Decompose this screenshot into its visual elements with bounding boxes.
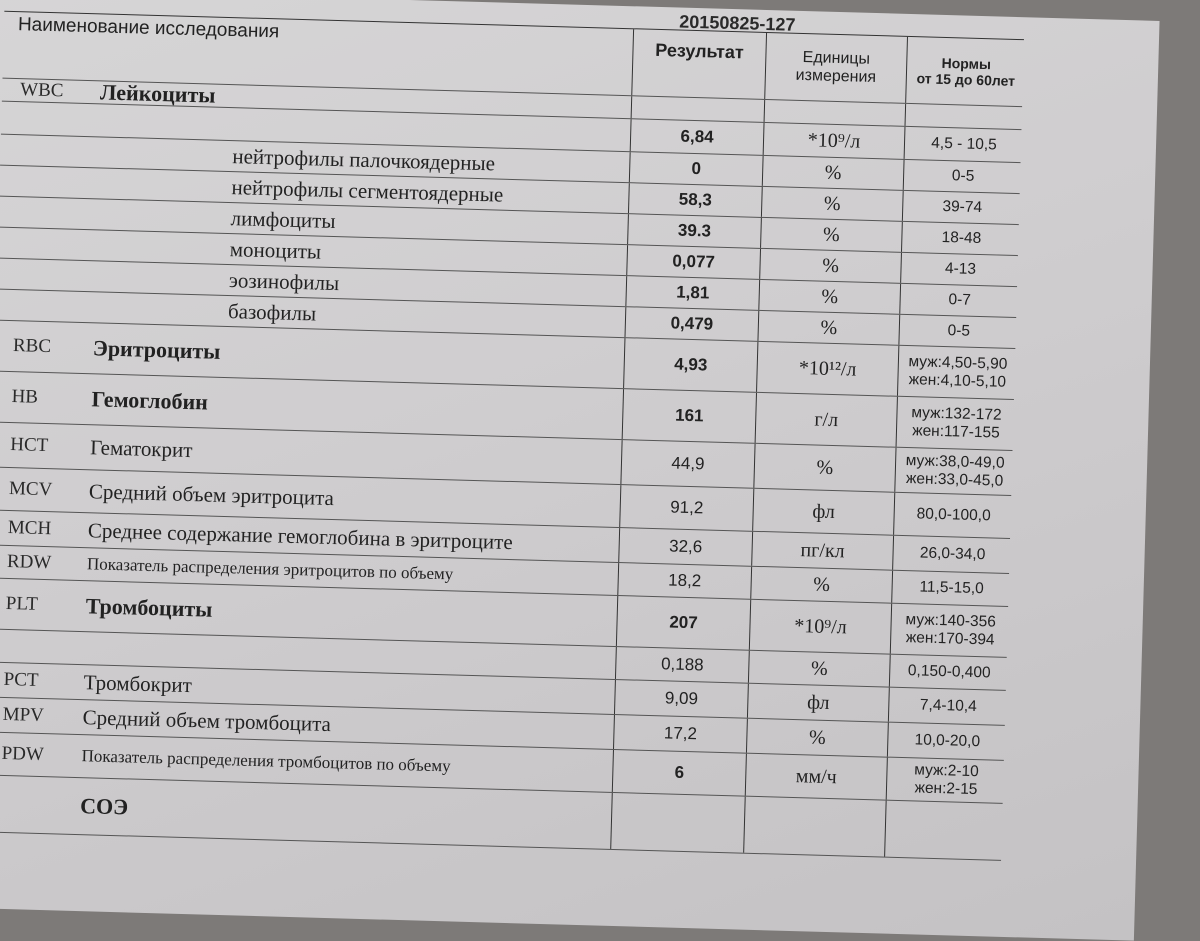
test-name: нейтрофилы палочкоядерные — [82, 137, 631, 182]
test-norm — [889, 688, 1008, 725]
test-unit: % — [761, 218, 903, 252]
test-norm-line: жен:33,0-45,0 — [905, 470, 1004, 490]
test-result: 1,81 — [626, 276, 760, 310]
test-name: лимфоциты — [80, 199, 629, 244]
test-code: HCT — [9, 434, 49, 457]
test-code: HB — [11, 386, 39, 408]
test-norm-line: 0-7 — [948, 291, 972, 309]
test-unit: % — [749, 651, 891, 687]
test-code: PCT — [3, 668, 39, 691]
test-code: MPV — [2, 703, 45, 727]
test-name: Тромбокрит — [67, 665, 616, 714]
test-result: 44,9 — [621, 440, 755, 488]
test-code — [0, 259, 79, 291]
test-unit: % — [759, 280, 901, 314]
test-result: 6,84 — [631, 119, 765, 155]
test-result: 17,2 — [614, 715, 748, 753]
test-code — [0, 197, 81, 229]
test-norm-line: 26,0-34,0 — [919, 544, 986, 564]
test-unit — [765, 100, 907, 126]
test-norm — [900, 284, 1019, 317]
test-unit: % — [747, 719, 889, 757]
test-result — [632, 96, 766, 122]
test-unit: пг/кл — [752, 532, 894, 570]
test-result: 4,93 — [624, 338, 758, 392]
test-norm-line: жен:4,10-5,10 — [908, 371, 1007, 391]
test-result: 0 — [630, 152, 764, 186]
header-units: Единицы измерения — [765, 33, 908, 103]
test-result: 0,077 — [627, 245, 761, 279]
test-unit: *10¹²/л — [757, 342, 899, 396]
test-result: 0,479 — [626, 307, 760, 341]
test-norm — [899, 315, 1018, 348]
test-code: PDW — [1, 742, 45, 766]
test-norm-line: 10,0-20,0 — [914, 731, 981, 751]
test-result: 207 — [617, 596, 751, 650]
test-norm-line: жен:2-15 — [914, 779, 978, 799]
test-name: Средний объем тромбоцита — [66, 700, 615, 749]
test-unit: мм/ч — [746, 754, 888, 800]
test-norm — [888, 723, 1007, 760]
test-norm — [902, 222, 1021, 255]
test-norm — [885, 801, 1005, 860]
test-unit: % — [762, 187, 904, 221]
test-norm-line: муж:4,50-5,90 — [908, 353, 1008, 374]
results-table — [0, 11, 1024, 861]
test-name: Среднее содержание гемоглобина в эритроците — [71, 513, 620, 562]
test-name: Гематокрит — [74, 425, 623, 484]
test-code: WBC — [19, 79, 64, 102]
test-code — [0, 135, 83, 167]
test-unit: *10⁹/л — [750, 600, 892, 654]
test-name: Лейкоциты — [84, 81, 632, 118]
test-norm-line: жен:170-394 — [905, 629, 995, 649]
test-norm-line: муж:132-172 — [911, 404, 1002, 424]
test-unit: % — [760, 249, 902, 283]
test-code — [0, 290, 79, 322]
header-norms — [906, 37, 1026, 106]
test-norm — [897, 397, 1016, 450]
test-name: Тромбоциты — [69, 581, 618, 646]
test-code — [0, 775, 65, 833]
test-result: 32,6 — [619, 528, 753, 566]
test-unit: фл — [748, 684, 890, 722]
test-result: 9,09 — [615, 680, 749, 718]
header-norms-age: от 15 до 60лет — [916, 70, 1016, 89]
test-norm-line: жен:117-155 — [911, 422, 1001, 442]
test-norm-line: 0-5 — [947, 322, 971, 340]
test-norm-line: муж:38,0-49,0 — [905, 452, 1005, 472]
test-unit: % — [758, 311, 900, 345]
test-result: 39.3 — [628, 214, 762, 248]
header-norms-title: Нормы — [941, 54, 992, 73]
test-unit: % — [754, 444, 896, 492]
test-norm-line: 7,4-10,4 — [919, 696, 977, 716]
test-norm-line: 80,0-100,0 — [916, 505, 991, 525]
test-result: 0,188 — [616, 647, 750, 683]
test-name: СОЭ — [63, 778, 612, 849]
test-unit: фл — [753, 489, 895, 535]
test-norm-line: муж:140-356 — [905, 611, 997, 631]
test-name: Показатель распределения тромбоцитов по объему — [65, 735, 614, 792]
test-result: 6 — [613, 750, 747, 796]
test-code — [1, 102, 84, 136]
test-result: 91,2 — [620, 485, 754, 531]
test-code: MCH — [7, 516, 52, 540]
test-name: Показатель распределения эритроцитов по объему — [71, 548, 620, 595]
test-unit: % — [763, 156, 905, 190]
test-norm-line: 11,5-15,0 — [919, 578, 985, 598]
test-result: 161 — [623, 389, 757, 443]
test-norm — [901, 253, 1020, 286]
test-unit: *10⁹/л — [764, 123, 906, 159]
test-norm — [895, 448, 1014, 495]
header-result: Результат — [632, 29, 767, 99]
test-result — [611, 793, 746, 853]
test-norm-line: муж:2-10 — [914, 761, 979, 781]
test-norm-line: 4,5 - 10,5 — [931, 134, 997, 154]
test-result: 58,3 — [629, 183, 763, 217]
test-name: моноциты — [79, 230, 628, 275]
header-name: Наименование исследования — [3, 12, 635, 96]
test-norm — [893, 536, 1012, 573]
test-code — [0, 629, 69, 663]
test-norm — [898, 346, 1017, 399]
test-code: RBC — [12, 335, 52, 358]
test-name: Эритроциты — [76, 323, 625, 388]
test-norm-line: 4-13 — [944, 260, 977, 279]
test-norm-line: 18-48 — [941, 229, 982, 248]
test-result: 18,2 — [618, 563, 752, 599]
test-norm — [903, 191, 1022, 224]
test-norm — [894, 493, 1013, 538]
document-number: 20150825-127 — [679, 11, 796, 35]
test-norm — [905, 127, 1024, 162]
test-name: Гемоглобин — [75, 374, 624, 439]
test-code — [0, 166, 82, 198]
test-name: базофилы — [78, 292, 627, 337]
test-norm-line: 0-5 — [951, 167, 975, 185]
test-norm — [891, 604, 1010, 657]
test-name: эозинофилы — [79, 261, 628, 306]
test-unit: г/л — [756, 393, 898, 447]
test-code: RDW — [6, 550, 52, 574]
test-code: MCV — [8, 478, 53, 501]
test-norm — [906, 104, 1025, 129]
test-norm — [887, 758, 1006, 803]
test-norm — [904, 160, 1023, 193]
test-unit — [744, 797, 887, 857]
test-code: PLT — [5, 592, 39, 615]
test-name: Средний объем эритроцита — [72, 470, 621, 527]
test-code — [0, 228, 80, 260]
test-norm-line: 0,150-0,400 — [907, 662, 991, 682]
test-norm — [890, 655, 1009, 690]
test-unit: % — [751, 567, 893, 603]
test-name: нейтрофилы сегментоядерные — [81, 168, 630, 213]
test-norm-line: 39-74 — [942, 198, 983, 217]
test-norm — [892, 571, 1011, 606]
